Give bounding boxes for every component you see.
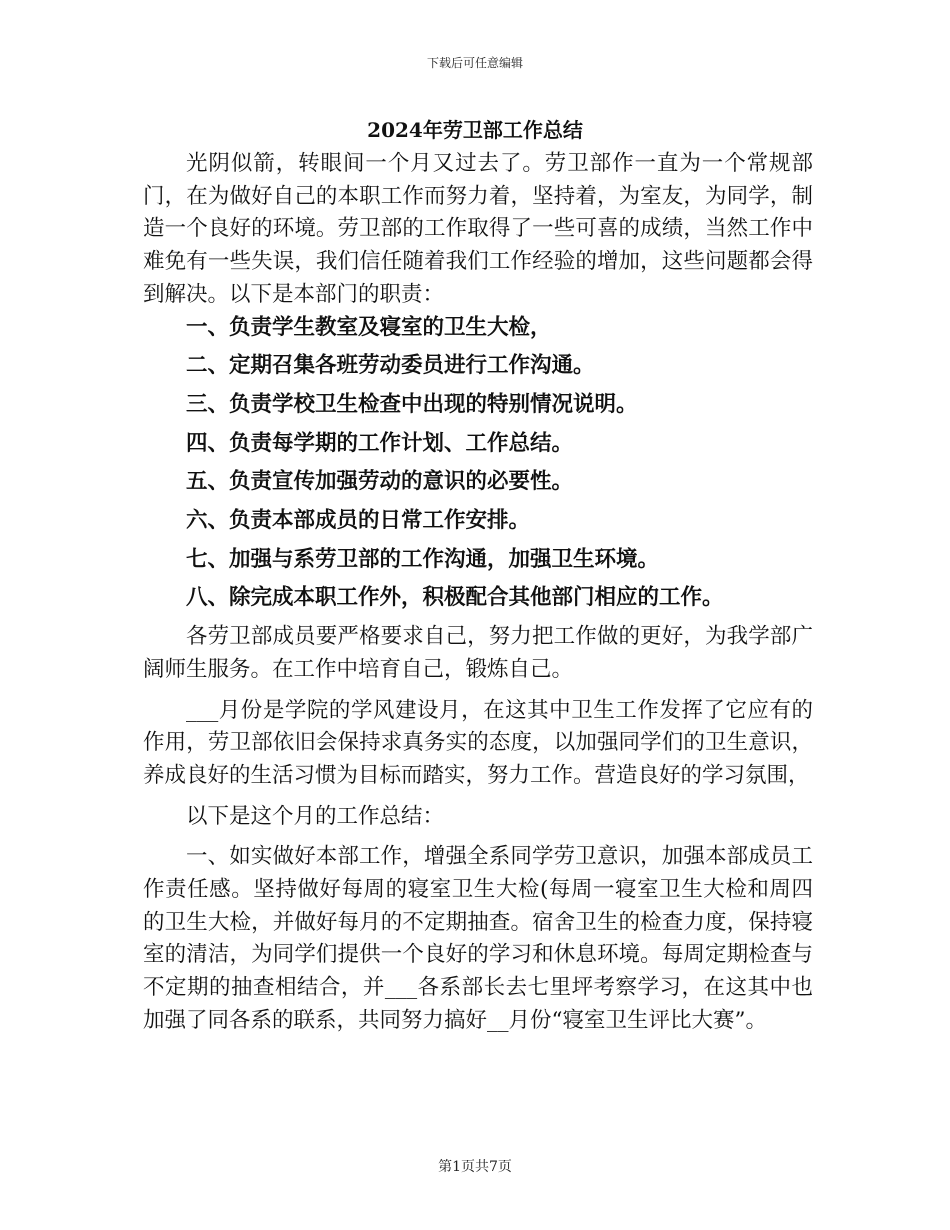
month-paragraph: ___月份是学院的学风建设月，在这其中卫生工作发挥了它应有的作用，劳卫部依旧会保持求真务实的态度，以加强同学们的卫生意识，养成良好的生活习惯为目标而踏实，努力工作。营造良好的学习氛围，: [143, 697, 813, 788]
summary-item-paragraph: 一、如实做好本部工作，增强全系同学劳卫意识，加强本部成员工作责任感。坚持做好每周的寝室卫生大检(每周一寝室卫生大检和周四的卫生大检，并做好每月的不定期抽查。宿舍卫生的检查力度，保持寝室的清洁，为同学们提供一个良好的学习和休息环境。每周定期检查与不定期的抽查相结合，并___各系部长去七里坪考察学习，在这其中也加强了同各系的联系，共同努力搞好__月份“寝室卫生评比大赛”。: [143, 844, 813, 1033]
duty-item: 二、定期召集各班劳动委员进行工作沟通。: [186, 353, 595, 379]
duty-item: 四、负责每学期的工作计划、工作总结。: [186, 430, 574, 456]
duty-item: 一、负责学生教室及寝室的卫生大检，: [186, 314, 552, 340]
duty-item: 六、负责本部成员的日常工作安排。: [186, 508, 531, 534]
header-note: 下载后可任意编辑: [426, 56, 523, 70]
duty-item: 八、除完成本职工作外，积极配合其他部门相应的工作。: [186, 585, 724, 611]
duty-item: 三、负责学校卫生检查中出现的特别情况说明。: [186, 391, 638, 417]
document-title: 2024年劳卫部工作总结: [367, 118, 583, 142]
summary-intro-paragraph: 以下是这个月的工作总结：: [186, 803, 445, 829]
document-body: [143, 148, 813, 1038]
intro-paragraph: 光阴似箭，转眼间一个月又过去了。劳卫部作一直为一个常规部门，在为做好自己的本职工作而努力着，坚持着，为室友，为同学，制造一个良好的环境。劳卫部的工作取得了一些可喜的成绩，当然工作中难免有一些失误，我们信任随着我们工作经验的增加，这些问题都会得到解决。以下是本部门的职责：: [143, 151, 813, 307]
members-paragraph: 各劳卫部成员要严格要求自己，努力把工作做的更好，为我学部广阔师生服务。在工作中培育自己，锻炼自己。: [143, 624, 813, 682]
duty-item: 五、负责宣传加强劳动的意识的必要性。: [186, 469, 574, 495]
page-footer: 第1页共7页: [438, 1159, 512, 1175]
duty-item: 七、加强与系劳卫部的工作沟通，加强卫生环境。: [186, 546, 660, 572]
